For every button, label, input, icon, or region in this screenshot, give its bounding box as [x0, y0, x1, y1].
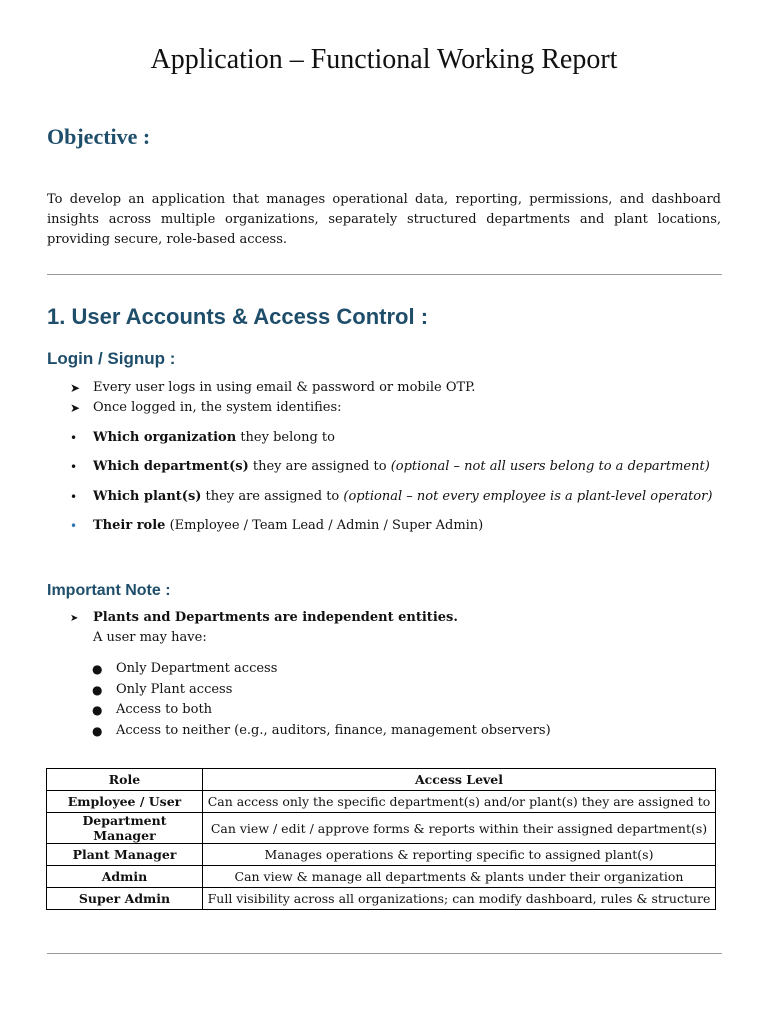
arrow-bullet-icon: ➤	[70, 401, 81, 415]
table-cell-role: Department Manager	[47, 813, 203, 844]
note-sub-text: A user may have:	[93, 630, 207, 645]
note-bold-point	[93, 609, 458, 627]
access-option: Access to neither (e.g., auditors, finance, management observers)	[116, 723, 551, 738]
table-row	[47, 813, 716, 844]
document-title: Application – Functional Working Report	[150, 44, 618, 75]
table-cell-role: Admin	[47, 866, 203, 888]
table-row	[47, 844, 716, 866]
access-option: Only Plant access	[116, 682, 233, 697]
identifies-item-text: (Employee / Team Lead / Admin / Super Admin)	[165, 518, 484, 533]
roles-table	[46, 768, 716, 910]
identifies-item-text: they are assigned to	[248, 459, 391, 474]
bullet-icon: ●	[92, 724, 103, 738]
important-note-heading: Important Note :	[47, 582, 171, 599]
objective-heading: Objective :	[47, 124, 151, 149]
access-option: Access to both	[116, 702, 213, 717]
bullet-icon: ●	[92, 683, 103, 697]
identifies-item	[93, 517, 483, 535]
login-signup-heading: Login / Signup :	[47, 349, 176, 368]
table-cell-role: Plant Manager	[47, 844, 203, 866]
arrow-bullet-icon: ➤	[70, 381, 81, 395]
note-bold-text: Plants and Departments are independent entities.	[93, 610, 458, 625]
bullet-icon: ●	[92, 662, 103, 676]
identifies-item-text: they are assigned to	[201, 489, 344, 504]
identifies-item-text: they belong to	[236, 430, 335, 445]
identifies-item	[93, 488, 712, 506]
bullet-icon: •	[70, 490, 78, 504]
bullet-icon: •	[70, 519, 78, 533]
identifies-item-bold: Which department(s)	[93, 459, 249, 474]
table-header-row	[47, 769, 716, 791]
table-row	[47, 791, 716, 813]
identifies-item	[93, 429, 335, 447]
identifies-item	[93, 458, 710, 476]
arrow-bullet-icon: ➤	[70, 613, 79, 624]
table-row	[47, 866, 716, 888]
bullet-icon: ●	[92, 703, 103, 717]
table-cell-access: Manages operations & reporting specific to assigned plant(s)	[203, 844, 716, 866]
table-cell-access: Full visibility across all organizations; can modify dashboard, rules & structure	[203, 888, 716, 910]
table-cell-access: Can view / edit / approve forms & reports within their assigned department(s)	[203, 813, 716, 844]
table-header-role: Role	[47, 769, 203, 791]
identifies-item-note: (optional – not every employee is a plant-level operator)	[343, 489, 713, 504]
access-option: Only Department access	[116, 661, 278, 676]
objective-paragraph: To develop an application that manages operational data, reporting, permissions, and dashboard insights across multiple organizations, separately structured departments and plant locations, providing secure, role-based access.	[47, 192, 721, 247]
login-arrow-item: Every user logs in using email & password or mobile OTP.	[93, 380, 476, 395]
table-row	[47, 888, 716, 910]
identifies-item-bold: Which plant(s)	[93, 489, 202, 504]
section-1-heading: 1. User Accounts & Access Control :	[47, 304, 429, 329]
table-cell-role: Super Admin	[47, 888, 203, 910]
identifies-item-bold: Their role	[93, 518, 166, 533]
table-cell-role: Employee / User	[47, 791, 203, 813]
identifies-item-note: (optional – not all users belong to a department)	[390, 459, 710, 474]
bullet-icon: •	[70, 460, 78, 474]
section-divider	[47, 953, 722, 954]
identifies-item-bold: Which organization	[93, 430, 237, 445]
table-cell-access: Can view & manage all departments & plants under their organization	[203, 866, 716, 888]
bullet-icon: •	[70, 431, 78, 445]
login-arrow-item: Once logged in, the system identifies:	[93, 400, 342, 415]
table-cell-access: Can access only the specific department(s) and/or plant(s) they are assigned to	[203, 791, 716, 813]
table-header-access-level: Access Level	[203, 769, 716, 791]
section-divider	[47, 274, 722, 275]
